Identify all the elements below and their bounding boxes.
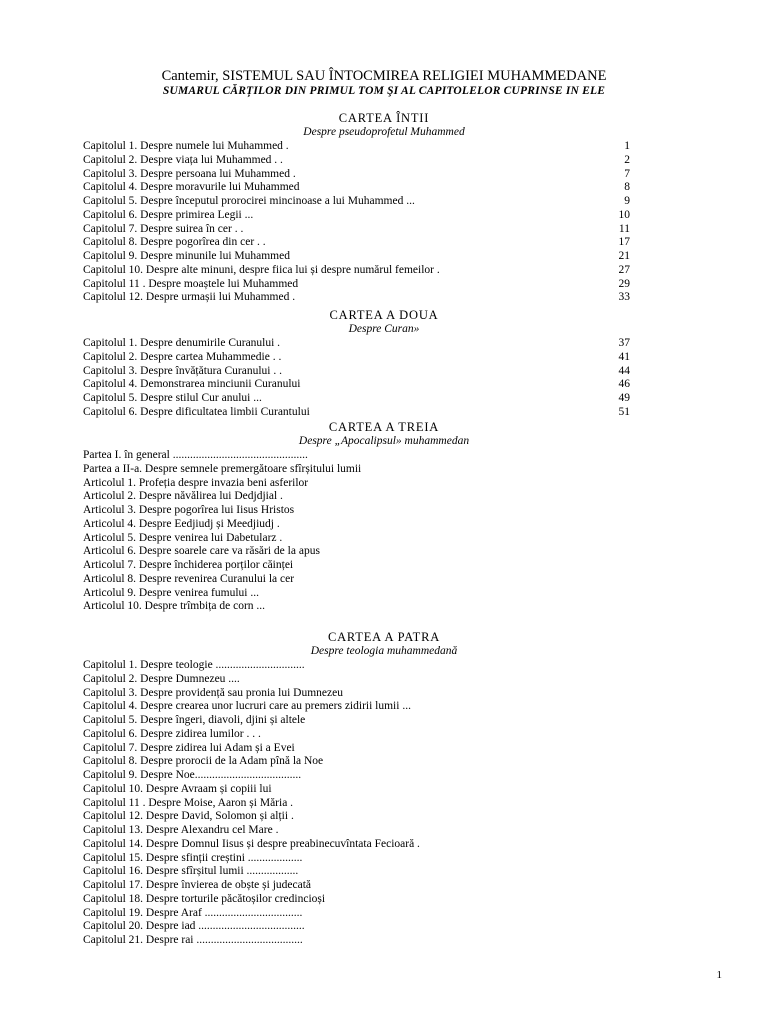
- toc-entry-label: Capitolul 2. Despre cartea Muhammedie . .: [83, 350, 282, 363]
- toc-entry: [0, 168, 768, 182]
- toc-entry: [0, 181, 768, 195]
- toc-entry: [0, 600, 768, 614]
- toc-entry: [0, 518, 768, 532]
- toc-entry-label: Capitolul 9. Despre Noe.....................................: [83, 769, 302, 781]
- toc-entry-label: Capitolul 6. Despre zidirea lumilor . . .: [83, 727, 261, 740]
- toc-entry-label: Capitolul 8. Despre pogorîrea din cer . .: [83, 236, 266, 249]
- toc-entry: [0, 728, 768, 742]
- toc-entry: [0, 378, 768, 392]
- toc-entry: [0, 810, 768, 824]
- toc-entry: [0, 236, 768, 250]
- toc-entry: [0, 195, 768, 209]
- book-subheading: Despre teologia muhammedană: [310, 645, 458, 657]
- toc-entry-page: 51: [618, 405, 630, 418]
- toc-entry-label: Capitolul 4. Despre crearea unor lucruri care au premers zidirii lumii ...: [83, 700, 411, 713]
- book-subheading: Despre pseudoprofetul Muhammed: [303, 126, 465, 138]
- toc-entry: [0, 545, 768, 559]
- toc-entry-label: Capitolul 11 . Despre Moise, Aaron și Măria .: [83, 796, 294, 809]
- toc-entry-page: 49: [618, 392, 630, 404]
- toc-entry-page: 37: [618, 337, 630, 349]
- toc-entry-label: Articolul 8. Despre revenirea Curanului la cer: [83, 572, 295, 585]
- toc-entry: [0, 673, 768, 687]
- toc-entry-label: Articolul 10. Despre trîmbița de corn ...: [83, 600, 266, 613]
- book-heading: CARTEA A TREIA: [328, 420, 440, 434]
- toc-entry: [0, 392, 768, 406]
- toc-entry-label: Articolul 7. Despre închiderea porților căinței: [83, 559, 294, 571]
- toc-entry-label: Articolul 1. Profeția despre invazia beni asferilor: [83, 476, 309, 489]
- toc-entry-page: 41: [618, 350, 630, 363]
- book-heading: CARTEA A PATRA: [327, 630, 441, 644]
- toc-entry-label: Capitolul 2. Despre Dumnezeu ....: [83, 672, 240, 685]
- toc-entry: [0, 742, 768, 756]
- toc-entry-label: Capitolul 3. Despre persoana lui Muhammed .: [83, 167, 296, 180]
- toc-entry: [0, 504, 768, 518]
- toc-entry: [0, 559, 768, 573]
- toc-entry-label: Capitolul 5. Despre îngeri, diavoli, djini și altele: [83, 714, 306, 726]
- book-entries: [0, 449, 768, 614]
- toc-entry: [0, 920, 768, 934]
- toc-entry-label: Capitolul 12. Despre David, Solomon și alții .: [83, 810, 294, 823]
- toc-entry: [0, 449, 768, 463]
- toc-entry: [0, 687, 768, 701]
- toc-entry-label: Partea I. în general ...............................................: [83, 449, 308, 461]
- toc-entry: [0, 490, 768, 504]
- toc-entry: [0, 587, 768, 601]
- toc-entry: [0, 893, 768, 907]
- toc-entry-label: Capitolul 5. Despre începutul prorocirei mincinoase a lui Muhammed ...: [83, 195, 415, 207]
- toc-entry-page: 33: [618, 291, 630, 304]
- toc-entry-page: 8: [624, 181, 630, 194]
- toc-entry-label: Capitolul 15. Despre sfinții creștini ...................: [83, 851, 303, 864]
- toc-entry: [0, 879, 768, 893]
- toc-entry-page: 17: [618, 236, 630, 249]
- toc-entry-label: Capitolul 17. Despre învierea de obște și judecată: [83, 879, 312, 891]
- toc-entry-label: Articolul 3. Despre pogorîrea lui Iisus Hristos: [83, 504, 295, 516]
- book-subheading: Despre „Apocalipsul» muhammedan: [298, 435, 470, 447]
- toc-entry: [0, 852, 768, 866]
- toc-entry-label: Capitolul 7. Despre zidirea lui Adam și a Evei: [83, 741, 295, 754]
- toc-entry-label: Capitolul 1. Despre numele lui Muhammed .: [83, 140, 289, 152]
- toc-entry-label: Capitolul 5. Despre stilul Cur anului ...: [83, 392, 262, 404]
- toc-entry-page: 1: [624, 140, 630, 152]
- toc-entry: [0, 140, 768, 154]
- toc-entry: [0, 532, 768, 546]
- toc-entry: [0, 365, 768, 379]
- toc-entry: [0, 755, 768, 769]
- page-number: 1: [716, 969, 722, 981]
- toc-entry: [0, 797, 768, 811]
- toc-entry: [0, 477, 768, 491]
- toc-entry-label: Capitolul 12. Despre urmașii lui Muhammed .: [83, 291, 296, 304]
- toc-entry: [0, 463, 768, 477]
- toc-entry-page: 44: [618, 364, 630, 377]
- toc-entry: [0, 824, 768, 838]
- book-section: [0, 630, 768, 948]
- toc-entry-label: Articolul 5. Despre venirea lui Dabetularz .: [83, 531, 283, 544]
- toc-entry-label: Capitolul 1. Despre denumirile Curanului .: [83, 337, 281, 349]
- toc-entry: [0, 714, 768, 728]
- toc-entry: [0, 700, 768, 714]
- toc-entry-label: Capitolul 10. Despre alte minuni, despre fiica lui și despre numărul femeilor .: [83, 263, 440, 276]
- toc-entry-label: Capitolul 19. Despre Araf ..................................: [83, 906, 303, 919]
- toc-entry-label: Capitolul 18. Despre torturile păcătoșilor credincioși: [83, 892, 326, 905]
- document-subtitle: SUMARUL CĂRȚILOR DIN PRIMUL TOM ŞI AL CAPITOLELOR CUPRINSE IN ELE: [162, 85, 606, 97]
- toc-entry: [0, 783, 768, 797]
- book-entries: [0, 659, 768, 948]
- toc-entry-page: 7: [624, 167, 630, 180]
- toc-entry: [0, 209, 768, 223]
- book-heading: CARTEA ÎNTII: [338, 111, 430, 125]
- toc-entry: [0, 264, 768, 278]
- book-heading: CARTEA A DOUA: [329, 308, 439, 322]
- book-section: [0, 308, 768, 420]
- toc-entry-label: Partea a II-a. Despre semnele premergătoare sfîrșitului lumii: [83, 462, 362, 475]
- toc-entry-label: Capitolul 16. Despre sfîrșitul lumii ..................: [83, 865, 299, 878]
- toc-entry: [0, 907, 768, 921]
- toc-entry-label: Capitolul 7. Despre suirea în cer . .: [83, 222, 244, 235]
- toc-entry-label: Articolul 4. Despre Eedjiudj și Meedjiudj .: [83, 517, 280, 530]
- toc-entry-page: 11: [618, 222, 630, 235]
- toc-entry: [0, 278, 768, 292]
- toc-entry: [0, 659, 768, 673]
- toc-entry-label: Articolul 6. Despre soarele care va răsări de la apus: [83, 545, 320, 558]
- toc-entry-page: 27: [618, 263, 630, 276]
- toc-entry-label: Capitolul 11 . Despre moaștele lui Muhammed: [83, 277, 299, 290]
- toc-entry-label: Capitolul 21. Despre rai .....................................: [83, 934, 303, 946]
- toc-entry-label: Capitolul 14. Despre Domnul Iisus și despre preabinecuvîntata Fecioară .: [83, 837, 420, 850]
- toc-entry-page: 2: [624, 153, 630, 166]
- toc-entry-label: Articolul 2. Despre năvălirea lui Dedjdjial .: [83, 490, 283, 503]
- toc-entry: [0, 406, 768, 420]
- toc-entry-label: Capitolul 4. Despre moravurile lui Muhammed: [83, 181, 300, 194]
- toc-entry-page: 29: [618, 277, 630, 290]
- toc-entry-label: Capitolul 10. Despre Avraam și copiii lui: [83, 782, 272, 795]
- toc-entry-page: 9: [624, 195, 630, 207]
- toc-entry-label: Capitolul 1. Despre teologie ...............................: [83, 659, 305, 671]
- book-section: [0, 420, 768, 614]
- toc-entry-page: 10: [618, 208, 630, 221]
- toc-entry-label: Capitolul 3. Despre învățătura Curanului . .: [83, 364, 282, 377]
- toc-entry: [0, 154, 768, 168]
- book-section: [0, 111, 768, 305]
- toc-entry-label: Capitolul 2. Despre viața lui Muhammed . .: [83, 153, 283, 166]
- toc-entry-label: Capitolul 4. Demonstrarea minciunii Curanului: [83, 378, 301, 391]
- toc-entry-label: Capitolul 9. Despre minunile lui Muhammed: [83, 250, 290, 262]
- toc-entry-page: 46: [618, 378, 630, 391]
- toc-entry-label: Capitolul 20. Despre iad .....................................: [83, 920, 305, 933]
- toc-entry-label: Capitolul 6. Despre primirea Legii ...: [83, 208, 254, 221]
- book-subheading: Despre Curan»: [348, 323, 420, 335]
- toc-entry: [0, 291, 768, 305]
- toc-entry-label: Articolul 9. Despre venirea fumului ...: [83, 586, 259, 599]
- document-title: Cantemir, SISTEMUL SAU ÎNTOCMIREA RELIGIEI MUHAMMEDANE: [161, 68, 607, 84]
- toc-entry-label: Capitolul 6. Despre dificultatea limbii Curantului: [83, 405, 310, 418]
- toc-entry-label: Capitolul 8. Despre prorocii de la Adam pînă la Noe: [83, 755, 324, 768]
- toc-entry: [0, 250, 768, 264]
- toc-entry-label: Capitolul 13. Despre Alexandru cel Mare .: [83, 824, 279, 836]
- toc-entry: [0, 838, 768, 852]
- toc-entry: [0, 337, 768, 351]
- toc-entry: [0, 934, 768, 948]
- toc-entry-label: Capitolul 3. Despre providență sau pronia lui Dumnezeu: [83, 686, 343, 699]
- toc-entry: [0, 223, 768, 237]
- toc-entry: [0, 573, 768, 587]
- toc-entry: [0, 351, 768, 365]
- toc-entry: [0, 769, 768, 783]
- book-entries: [0, 337, 768, 420]
- toc-entry: [0, 865, 768, 879]
- book-entries: [0, 140, 768, 305]
- toc-entry-page: 21: [618, 250, 630, 262]
